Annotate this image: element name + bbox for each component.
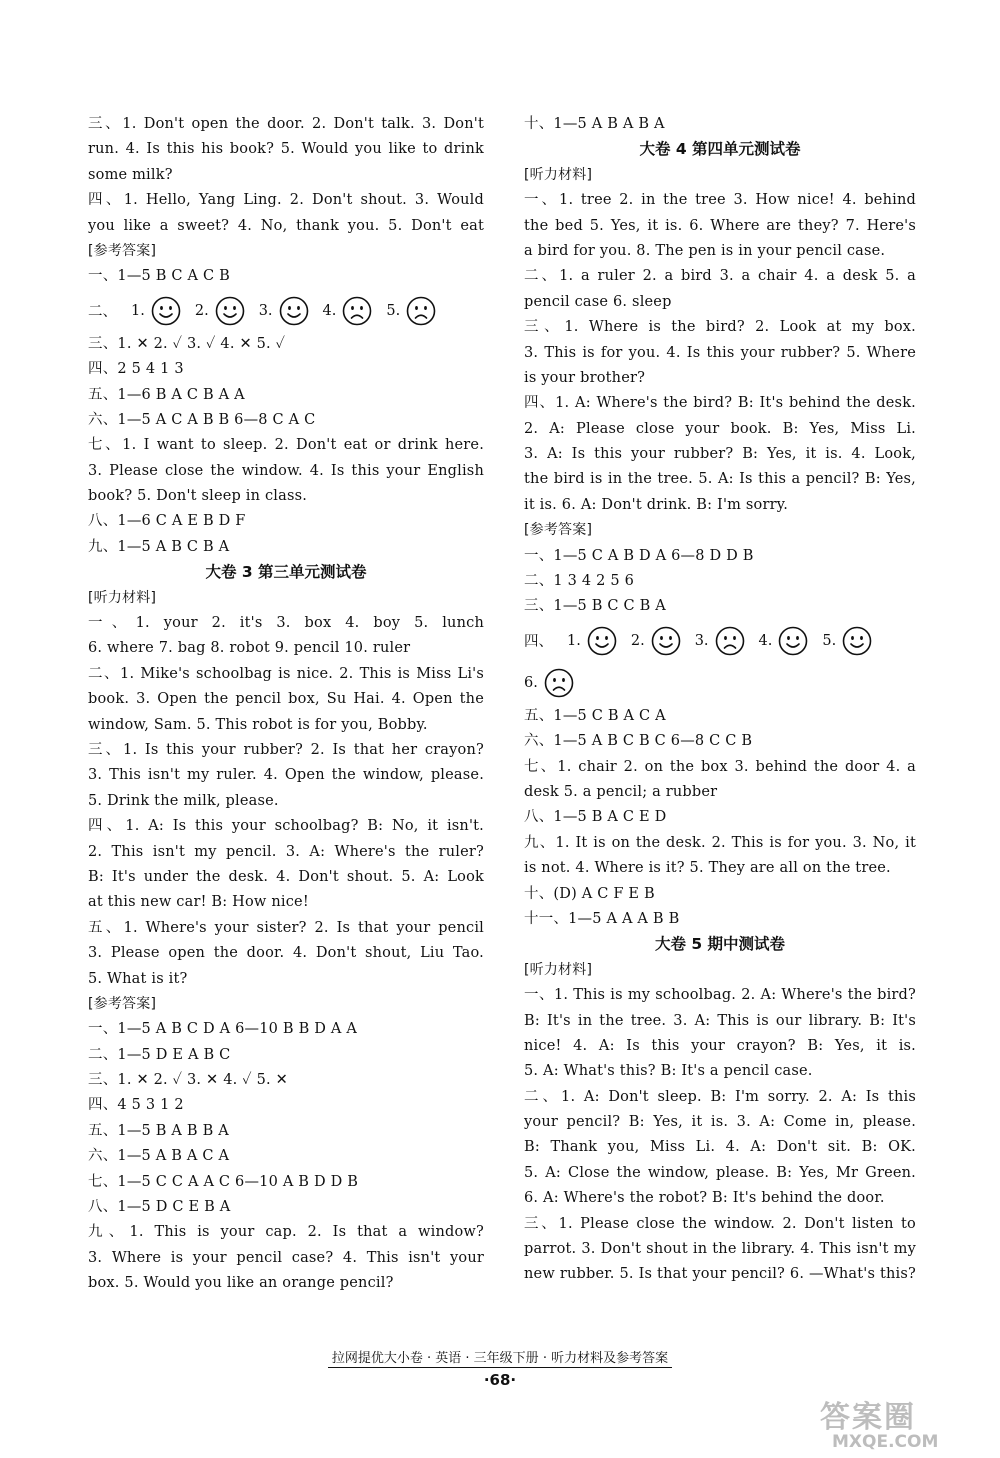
answer-line: is your brother? bbox=[524, 369, 646, 386]
item-number: 2. bbox=[194, 302, 209, 319]
section-tag: [听力材料] bbox=[524, 961, 593, 978]
happy-face-icon bbox=[778, 626, 808, 656]
section-tag: [参考答案] bbox=[88, 242, 157, 259]
happy-face-icon bbox=[279, 296, 309, 326]
answer-line: 一、1. your 2. it's 3. box 4. boy 5. lunch bbox=[88, 615, 484, 632]
answer-line: 七、1. chair 2. on the box 3. behind the door 4. a bbox=[524, 758, 916, 775]
answer-line: 5. Drink the milk, please. bbox=[88, 792, 279, 809]
happy-face-icon bbox=[151, 296, 181, 326]
answer-line: B: It's in the tree. 3. A: This is our library. B: It's bbox=[524, 1012, 916, 1029]
item-number: 5. bbox=[386, 302, 401, 319]
item-number: 4. bbox=[322, 302, 337, 319]
answer-line: 2. This isn't my pencil. 3. A: Where's the ruler? bbox=[88, 843, 484, 860]
answer-line: 九、1. It is on the desk. 2. This is for you. 3. No, it bbox=[524, 834, 916, 851]
answer-line: 三、1—5 B C C B A bbox=[524, 598, 666, 615]
happy-face-icon bbox=[215, 296, 245, 326]
answer-line: 一、1. tree 2. in the tree 3. How nice! 4. behind bbox=[524, 192, 916, 209]
item-number: 5. bbox=[822, 632, 837, 649]
answer-line: 五、1. Where's your sister? 2. Is that your pencil bbox=[88, 919, 484, 936]
face-answer-row bbox=[524, 620, 916, 662]
answer-line: new rubber. 5. Is that your pencil? 6. —What's this? bbox=[524, 1266, 916, 1283]
answer-line: run. 4. Is this his book? 5. Would you like to drink bbox=[88, 141, 484, 158]
answer-line: box. 5. Would you like an orange pencil? bbox=[88, 1275, 394, 1292]
sad-face-icon bbox=[544, 668, 574, 698]
happy-face-icon bbox=[651, 626, 681, 656]
answer-line: 五、1—6 B A C B A A bbox=[88, 386, 245, 403]
section-heading: 大卷 4 第四单元测试卷 bbox=[639, 140, 801, 159]
item-number: 4. bbox=[758, 632, 773, 649]
right-column bbox=[524, 112, 916, 1288]
answer-line: 四、1. A: Where's the bird? B: It's behind the desk. bbox=[524, 395, 916, 412]
footer-title: 拉网提优大小卷 · 英语 · 三年级下册 · 听力材料及参考答案 bbox=[328, 1347, 672, 1368]
answer-line: 一、1—5 C A B D A 6—8 D D B bbox=[524, 547, 754, 564]
answer-line: desk 5. a pencil; a rubber bbox=[524, 783, 718, 800]
happy-face-icon bbox=[842, 626, 872, 656]
answer-line: window, Sam. 5. This robot is for you, Bobby. bbox=[88, 716, 428, 733]
answer-line: 3. Where is your pencil case? 4. This isn't your bbox=[88, 1249, 484, 1266]
sad-face-icon bbox=[406, 296, 436, 326]
answer-line: 九、1—5 A B C B A bbox=[88, 538, 230, 555]
section-heading: 大卷 3 第三单元测试卷 bbox=[205, 563, 367, 582]
item-number: 6. bbox=[524, 674, 538, 691]
answer-line: 三、1. ✕ 2. ✓ 3. ✕ 4. ✓ 5. ✕ bbox=[88, 1072, 289, 1089]
answer-line: 3. This isn't my ruler. 4. Open the window, please. bbox=[88, 767, 484, 784]
answer-line: B: Thank you, Miss Li. 4. A: Don't sit. B: OK. bbox=[524, 1139, 916, 1156]
answer-line: you like a sweet? 4. No, thank you. 5. Don't eat bbox=[88, 217, 484, 234]
watermark bbox=[810, 1392, 990, 1454]
answer-line: 一、1—5 B C A C B bbox=[88, 268, 230, 285]
sad-face-icon bbox=[342, 296, 372, 326]
item-number: 3. bbox=[258, 302, 273, 319]
answer-line: 一、1—5 A B C D A 6—10 B B D A A bbox=[88, 1021, 358, 1038]
answer-line: 九、1. This is your cap. 2. Is that a window? bbox=[88, 1224, 484, 1241]
answer-line: parrot. 3. Don't shout in the library. 4. This isn't my bbox=[524, 1241, 916, 1258]
sad-face-icon bbox=[715, 626, 745, 656]
answer-line: 2. A: Please close your book. B: Yes, Miss Li. bbox=[524, 420, 916, 437]
answer-line: is not. 4. Where is it? 5. They are all on the tree. bbox=[524, 860, 891, 877]
answer-line: 3. This is for you. 4. Is this your rubber? 5. Where bbox=[524, 344, 916, 361]
answer-line: 6. A: Where's the robot? B: It's behind the door. bbox=[524, 1190, 885, 1207]
item-number: 1. bbox=[131, 302, 145, 319]
answer-line: some milk? bbox=[88, 166, 173, 183]
answer-line: 6. where 7. bag 8. robot 9. pencil 10. ruler bbox=[88, 640, 411, 657]
section-heading: 大卷 5 期中测试卷 bbox=[654, 935, 786, 954]
left-column bbox=[88, 112, 484, 1297]
answer-line: 二、1. Mike's schoolbag is nice. 2. This is Miss Li's bbox=[88, 665, 484, 682]
question-number: 二、 bbox=[88, 304, 117, 321]
answer-line: the bed 5. Yes, it is. 6. Where are they? 7. Here's bbox=[524, 217, 916, 234]
answer-line: 四、1. Hello, Yang Ling. 2. Don't shout. 3. Would bbox=[88, 192, 484, 209]
answer-line: 三、1. Don't open the door. 2. Don't talk. 3. Don't bbox=[88, 116, 484, 132]
answer-line: 二、1—5 D E A B C bbox=[88, 1046, 231, 1063]
answer-line: 十一、1—5 A A A B B bbox=[524, 910, 680, 927]
answer-line: 十、(D) A C F E B bbox=[524, 885, 655, 902]
answer-line: 3. A: Is this your rubber? B: Yes, it is. 4. Look, bbox=[524, 446, 916, 463]
answer-line: pencil case 6. sleep bbox=[524, 293, 672, 310]
answer-line: book? 5. Don't sleep in class. bbox=[88, 488, 308, 505]
item-number: 3. bbox=[694, 632, 709, 649]
section-tag: [听力材料] bbox=[524, 166, 593, 183]
answer-line: 二、1 3 4 2 5 6 bbox=[524, 573, 634, 590]
answer-line: 八、1—6 C A E B D F bbox=[88, 513, 246, 530]
answer-line: 5. What is it? bbox=[88, 970, 188, 987]
page-number: ·68· bbox=[483, 1371, 517, 1389]
answer-line: 二、1. A: Don't sleep. B: I'm sorry. 2. A: Is this bbox=[524, 1088, 916, 1105]
answer-line: 三、1. Where is the bird? 2. Look at my box. bbox=[524, 319, 916, 336]
answer-line: 八、1—5 D C E B A bbox=[88, 1199, 231, 1216]
answer-line: 五、1—5 C B A C A bbox=[524, 707, 666, 724]
answer-line: 三、1. Is this your rubber? 2. Is that her crayon? bbox=[88, 741, 484, 758]
answer-line: 5. A: Close the window, please. B: Yes, Mr Green. bbox=[524, 1164, 916, 1181]
answer-line: 十、1—5 A B A B A bbox=[524, 116, 665, 132]
answer-line: 二、1. a ruler 2. a bird 3. a chair 4. a desk 5. a bbox=[524, 268, 916, 285]
answer-line: 六、1—5 A C A B B 6—8 C A C bbox=[88, 411, 316, 428]
answer-line: your pencil? B: Yes, it is. 3. A: Come in, please. bbox=[524, 1114, 916, 1131]
watermark-url: MXQE.COM bbox=[832, 1432, 939, 1452]
answer-line: 三、1. ✕ 2. ✓ 3. ✓ 4. ✕ 5. ✓ bbox=[88, 335, 286, 352]
answer-line: 四、1. A: Is this your schoolbag? B: No, it isn't. bbox=[88, 818, 484, 835]
section-tag: [参考答案] bbox=[524, 522, 593, 539]
answer-line: a bird for you. 8. The pen is in your pencil case. bbox=[524, 242, 886, 259]
answer-line: 六、1—5 A B C B C 6—8 C C B bbox=[524, 733, 753, 750]
happy-face-icon bbox=[587, 626, 617, 656]
face-answer-row bbox=[88, 290, 484, 332]
answer-line: 3. Please open the door. 4. Don't shout, Liu Tao. bbox=[88, 945, 484, 962]
watermark-logo: 答案圈 bbox=[820, 1400, 916, 1435]
answer-line: 一、1. This is my schoolbag. 2. A: Where's the bird? bbox=[524, 987, 916, 1004]
page-footer bbox=[0, 1347, 1000, 1368]
answer-line: 七、1—5 C C A A C 6—10 A B D D B bbox=[88, 1173, 359, 1190]
answer-line: 四、4 5 3 1 2 bbox=[88, 1097, 184, 1114]
answer-line: 5. A: What's this? B: It's a pencil case. bbox=[524, 1063, 813, 1080]
face-answer-row bbox=[524, 662, 916, 704]
section-tag: [听力材料] bbox=[88, 589, 157, 606]
answer-line: 三、1. Please close the window. 2. Don't listen to bbox=[524, 1215, 916, 1232]
question-number: 四、 bbox=[524, 634, 553, 651]
answer-line: book. 3. Open the pencil box, Su Hai. 4. Open the bbox=[88, 691, 484, 708]
answer-line: B: It's under the desk. 4. Don't shout. 5. A: Look bbox=[88, 868, 484, 885]
answer-line: 3. Please close the window. 4. Is this your English bbox=[88, 462, 484, 479]
answer-line: it is. 6. A: Don't drink. B: I'm sorry. bbox=[524, 496, 789, 513]
section-tag: [参考答案] bbox=[88, 995, 157, 1012]
item-number: 1. bbox=[567, 632, 581, 649]
answer-line: nice! 4. A: Is this your crayon? B: Yes, it is. bbox=[524, 1037, 916, 1054]
answer-line: 四、2 5 4 1 3 bbox=[88, 361, 184, 378]
answer-line: 六、1—5 A B A C A bbox=[88, 1148, 230, 1165]
item-number: 2. bbox=[630, 632, 645, 649]
answer-line: the bird is in the tree. 5. A: Is this a pencil? B: Yes, bbox=[524, 471, 916, 488]
answer-line: 七、1. I want to sleep. 2. Don't eat or drink here. bbox=[88, 437, 484, 454]
answer-line: 五、1—5 B A B B A bbox=[88, 1122, 229, 1139]
answer-line: at this new car! B: How nice! bbox=[88, 894, 309, 911]
answer-line: 八、1—5 B A C E D bbox=[524, 809, 667, 826]
